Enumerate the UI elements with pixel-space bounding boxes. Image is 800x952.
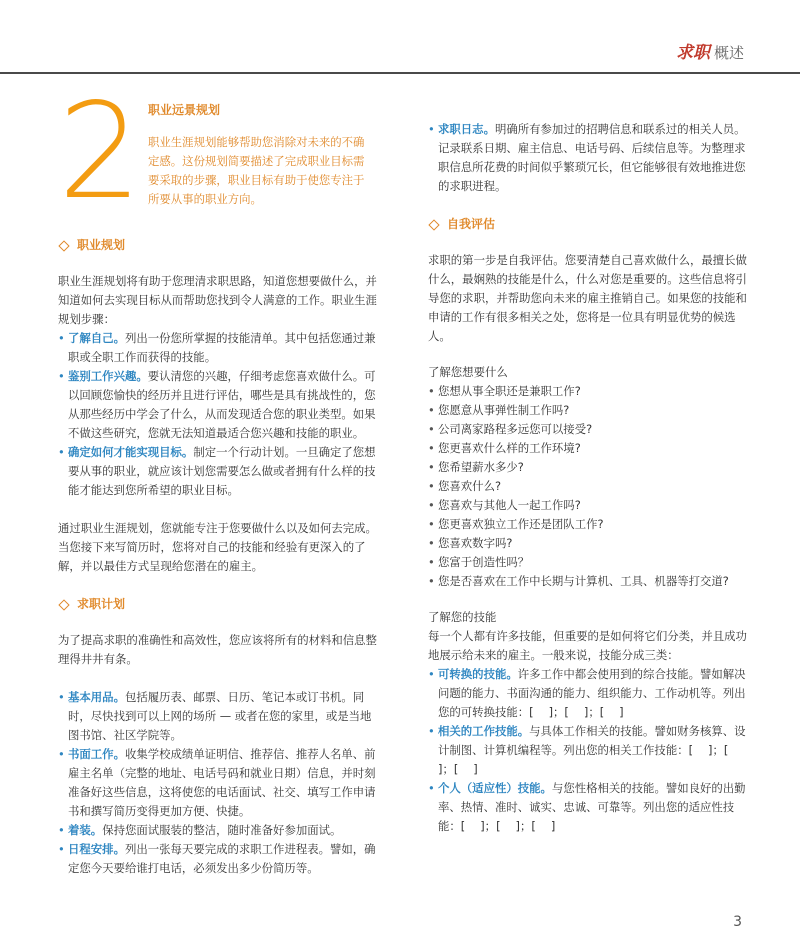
list-item — [58, 840, 380, 878]
list-item-keyword: 个人（适应性）技能。 — [438, 781, 552, 795]
section-heading-self-assessment — [428, 215, 750, 234]
chapter-number: 2 — [58, 75, 142, 229]
question-item: • 您富于创造性吗？ — [428, 553, 750, 572]
list-item-text: 保持您面试服装的整洁，随时准备好参加面试。 — [102, 823, 342, 837]
list-item — [58, 367, 380, 443]
list-item — [428, 120, 750, 196]
job-plan-list-continued — [428, 120, 750, 196]
question-item: • 您更喜欢独立工作还是团队工作? — [428, 515, 750, 534]
list-item — [428, 722, 750, 779]
question-item: • 您是否喜欢在工作中长期与计算机、工具、机器等打交道? — [428, 572, 750, 591]
self-assessment-intro: 求职的第一步是自我评估。您要清楚自己喜欢做什么，最擅长做什么，最娴熟的技能是什么，什么对您是重要的。这些信息将引导您的求职，并帮助您向未来的雇主推销自己。如果您的技能和申请的工作有很多相关之处，您将是一位具有明显优势的候选人。 — [428, 253, 747, 343]
list-item-text: 收集学校成绩单证明信、推荐信、推荐人名单、前雇主名单（完整的地址、电话号码和就业日期）信息，并时刻准备好这些信息，这将使您的电话面试、社交、填写工作申请书和撰写简历变得更加方便、快捷。 — [68, 747, 376, 818]
question-item: • 您喜欢什么? — [428, 477, 750, 496]
section-heading-job-plan — [58, 595, 380, 614]
list-item-text: 列出一张每天要完成的求职工作进程表。譬如，确定您今天要给谁打电话，必须发出多少份简历等。 — [68, 842, 376, 875]
brand-text: 概述 — [713, 44, 744, 62]
section-title: 职业规划 — [77, 238, 126, 252]
question-item: • 您喜欢与其他人一起工作吗? — [428, 496, 750, 515]
list-item-keyword: 基本用品。 — [68, 690, 125, 704]
list-item — [428, 665, 750, 722]
job-plan-list — [58, 688, 380, 878]
skills-intro: 每一个人都有许多技能，但重要的是如何将它们分类，并且成功地展示给未来的雇主。一般来说，技能分成三类： — [428, 629, 747, 662]
list-item — [58, 329, 380, 367]
section-heading-career-planning — [58, 236, 380, 255]
page-header — [676, 38, 744, 63]
brand-script: 求职 — [675, 43, 710, 63]
question-item: • 您喜欢数字吗? — [428, 534, 750, 553]
list-item — [58, 688, 380, 745]
intro-block — [148, 101, 370, 209]
list-item-text: 明确所有参加过的招聘信息和联系过的相关人员。记录联系日期、雇主信息、电话号码、后续信息等。为整理求职信息所花费的时间似乎繁琐冗长，但它能够很有效地推进您的求职进程。 — [438, 122, 746, 193]
right-column — [428, 120, 750, 836]
list-item-keyword: 着装。 — [68, 823, 103, 837]
skills-list — [428, 665, 750, 836]
list-item — [58, 745, 380, 821]
list-item-text: 许多工作中都会使用到的综合技能。譬如解决问题的能力、书面沟通的能力、组织能力、工作动机等。列出您的可转换技能：[ ]；[ ]；[ ] — [438, 667, 746, 719]
skills-title: 了解您的技能 — [428, 610, 497, 624]
list-item-text: 与具体工作相关的技能。譬如财务核算、设计制图、计算机编程等。列出您的相关工作技能：[ ]；[ ]；[ ] — [438, 724, 746, 776]
questions-list — [428, 382, 750, 591]
career-steps-list — [58, 329, 380, 500]
page-number: 3 — [733, 914, 742, 930]
list-item-keyword: 日程安排。 — [68, 842, 125, 856]
career-planning-intro: 职业生涯规划将有助于您理清求职思路，知道您想要做什么，并知道如何去实现目标从而帮助您找到令人满意的工作。职业生涯规划步骤： — [58, 274, 377, 326]
list-item — [58, 821, 380, 840]
list-item-text: 与您性格相关的技能。譬如良好的出勤率、热情、准时、诚实、忠诚、可靠等。列出您的适应性技能：[ ]；[ ]；[ ] — [438, 781, 746, 833]
question-item: • 您想从事全职还是兼职工作? — [428, 382, 750, 401]
question-item: • 您希望薪水多少? — [428, 458, 750, 477]
diamond-icon — [428, 219, 439, 230]
diamond-icon — [58, 599, 69, 610]
job-plan-intro: 为了提高求职的准确性和高效性，您应该将所有的材料和信息整理得井井有条。 — [58, 633, 377, 666]
career-planning-closing: 通过职业生涯规划，您就能专注于您要做什么以及如何去完成。当您接下来写简历时，您将对自己的技能和经验有更深入的了解，并以最佳方式呈现给您潜在的雇主。 — [58, 521, 377, 573]
want-title: 了解您想要什么 — [428, 365, 508, 379]
header-rule — [0, 72, 800, 74]
list-item — [428, 779, 750, 836]
list-item-text: 制定一个行动计划。一旦确定了您想要从事的职业，就应该计划您需要怎么做或者拥有什么样的技能才能达到您所希望的职业目标。 — [68, 445, 376, 497]
list-item-text: 列出一份您所掌握的技能清单。其中包括您通过兼职或全职工作而获得的技能。 — [68, 331, 376, 364]
list-item-text: 包括履历表、邮票、日历、笔记本或订书机。同时，尽快找到可以上网的场所 — 或者在您的家里，或是当地图书馆、社区学院等。 — [68, 690, 372, 742]
list-item-keyword: 了解自己。 — [68, 331, 125, 345]
intro-body: 职业生涯规划能够帮助您消除对未来的不确定感。这份规划简要描述了完成职业目标需要采取的步骤，职业目标有助于使您专注于所要从事的职业方向。 — [148, 135, 365, 206]
list-item-keyword: 确定如何才能实现目标。 — [68, 445, 194, 459]
list-item-text: 要认清您的兴趣，仔细考虑您喜欢做什么。可以回顾您愉快的经历并且进行评估，哪些是具有挑战性的，您从那些经历中学会了什么，从而发现适合您的职业类型。如果不做这些研究，您就无法知道最适合您兴趣和技能的职业。 — [68, 369, 376, 440]
list-item-keyword: 相关的工作技能。 — [438, 724, 530, 738]
section-title: 求职计划 — [77, 597, 126, 611]
question-item: • 您愿意从事弹性制工作吗? — [428, 401, 750, 420]
left-column — [58, 236, 380, 878]
question-item: • 公司离家路程多远您可以接受? — [428, 420, 750, 439]
section-title: 自我评估 — [447, 217, 496, 231]
list-item-keyword: 可转换的技能。 — [438, 667, 518, 681]
diamond-icon — [58, 240, 69, 251]
question-item: • 您更喜欢什么样的工作环境? — [428, 439, 750, 458]
list-item — [58, 443, 380, 500]
list-item-keyword: 鉴别工作兴趣。 — [68, 369, 148, 383]
list-item-keyword: 书面工作。 — [68, 747, 125, 761]
intro-title: 职业远景规划 — [148, 103, 221, 117]
list-item-keyword: 求职日志。 — [438, 122, 495, 136]
